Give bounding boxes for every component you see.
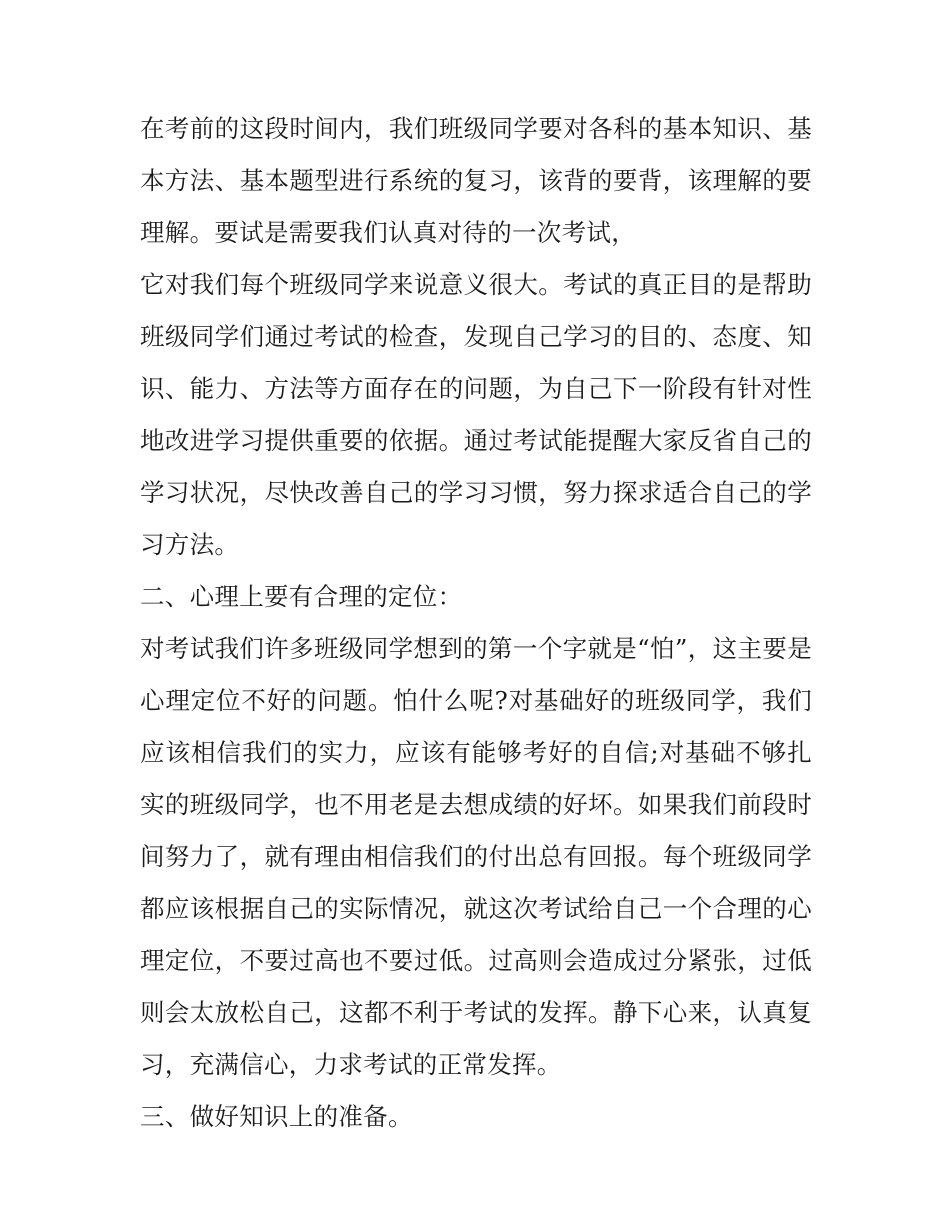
paragraph-mental-positioning: 对考试我们许多班级同学想到的第一个字就是“怕”，这主要是心理定位不好的问题。怕什么呢?对基础好的班级同学，我们应该相信我们的实力，应该有能够考好的自信;对基础不够扎实的班级同学，也不用老是去想成绩的好坏。如果我们前段时间努力了，就有理由相信我们的付出总有回报。每个班级同学都应该根据自己的实际情况，就这次考试给自己一个合理的心理定位，不要过高也不要过低。过高则会造成过分紧张，过低则会太放松自己，这都不利于考试的发挥。静下心来，认真复习，充满信心，力求考试的正常发挥。 <box>140 634 812 1079</box>
heading-knowledge-preparation: 三、做好知识上的准备。 <box>140 1102 413 1131</box>
document-body <box>140 103 812 1143</box>
paragraph-exam-purpose: 它对我们每个班级同学来说意义很大。考试的真正目的是帮助班级同学们通过考试的检查，发现自己学习的目的、态度、知识、能力、方法等方面存在的问题，为自己下一阶段有针对性地改进学习提供重要的依据。通过考试能提醒大家反省自己的学习状况，尽快改善自己的学习习惯，努力探求适合自己的学习方法。 <box>140 270 812 559</box>
heading-mental-positioning: 二、心理上要有合理的定位： <box>140 582 463 611</box>
paragraph-review-intro: 在考前的这段时间内，我们班级同学要对各科的基本知识、基本方法、基本题型进行系统的复习，该背的要背，该理解的要理解。要试是需要我们认真对待的一次考试， <box>140 114 812 247</box>
